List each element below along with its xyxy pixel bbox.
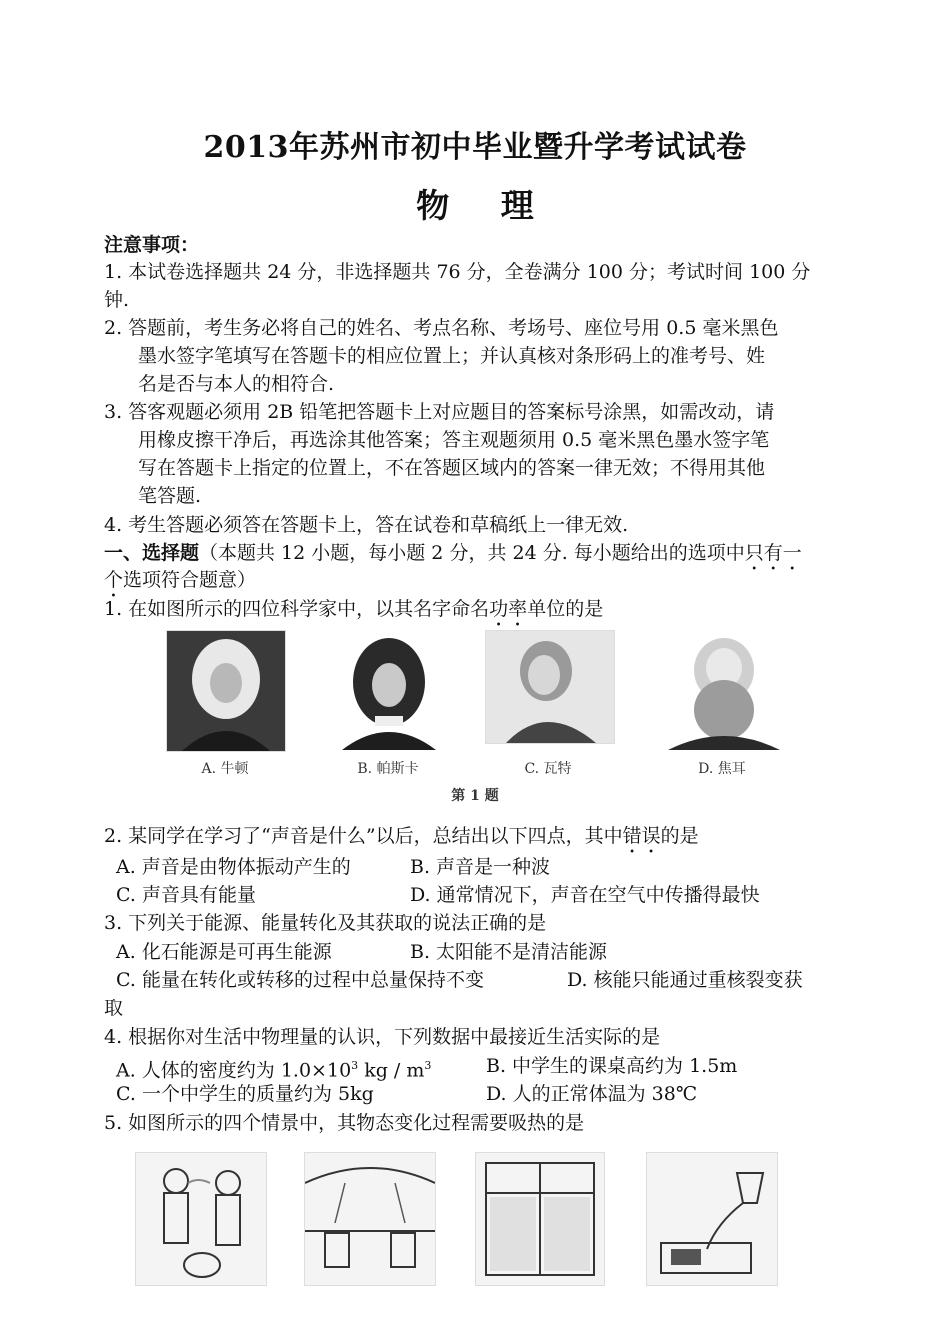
notice-item-3-cont3: 笔答题. (138, 485, 202, 507)
q4-option-c: C. 一个中学生的质量约为 5kg (116, 1083, 374, 1105)
q1-stem-b: 单位的是 (527, 598, 604, 620)
q4-option-b: B. 中学生的课桌高约为 1.5m (486, 1055, 738, 1077)
exam-title: 2013年苏州市初中毕业暨升学考试试卷 (203, 130, 747, 165)
q4-option-a (116, 1053, 431, 1083)
caption-c: C. 瓦特 (524, 761, 572, 777)
notice-item-3-cont2: 写在答题卡上指定的位置上，不在答题区域内的答案一律无效；不得用其他 (138, 457, 766, 479)
section-1-desc-emph: 只有一 (744, 542, 802, 564)
q2-stem-a: 2. 某同学在学习了“声音是什么”以后，总结出以下四点，其中 (104, 825, 623, 847)
q3-stem: 3. 下列关于能源、能量转化及其获取的说法正确的是 (104, 912, 547, 934)
notice-item-4: 4. 考生答题必须答在答题卡上，答在试卷和草稿纸上一律无效. (104, 514, 629, 536)
q1-stem-a: 1. 在如图所示的四位科学家中，以其名字命名 (104, 598, 490, 620)
q2-option-d: D. 通常情况下，声音在空气中传播得最快 (410, 884, 760, 906)
q4-option-a-post: kg / m (358, 1059, 425, 1082)
scene-window-fog-image (475, 1152, 605, 1286)
q5-stem: 5. 如图所示的四个情景中，其物态变化过程需要吸热的是 (104, 1112, 585, 1134)
q4-option-a-sup2: 3 (424, 1059, 432, 1072)
notice-item-1: 1. 本试卷选择题共 24 分，非选择题共 76 分，全卷满分 100 分；考试时间 100 分 (104, 261, 811, 283)
notice-heading: 注意事项： (104, 234, 200, 256)
q2-option-c: C. 声音具有能量 (116, 884, 256, 906)
notice-item-1-cont: 钟. (104, 289, 130, 311)
notice-item-2: 2. 答题前，考生务必将自己的姓名、考点名称、考场号、座位号用 0.5 毫米黑色 (104, 317, 779, 339)
portrait-newton-image (166, 630, 286, 752)
q2-stem-b: 的是 (660, 825, 699, 847)
q3-option-a: A. 化石能源是可再生能源 (116, 941, 332, 963)
caption-d: D. 焦耳 (698, 761, 746, 777)
section-1-desc-2: 选项符合题意） (123, 569, 257, 591)
q2-option-a: A. 声音是由物体振动产生的 (116, 856, 351, 878)
q4-stem: 4. 根据你对生活中物理量的认识，下列数据中最接近生活实际的是 (104, 1026, 661, 1048)
notice-item-2-cont2: 名是否与本人的相符合. (138, 373, 335, 395)
portrait-joule-image (660, 630, 788, 750)
subject-title: 物 理 (416, 186, 534, 225)
q3-option-b: B. 太阳能不是清洁能源 (410, 941, 608, 963)
q4-option-a-sup: 3 (351, 1059, 359, 1072)
section-1-desc-emph-2: 个 (104, 569, 124, 591)
q1-stem (104, 596, 603, 631)
q3-option-d: D. 核能只能通过重核裂变获 (567, 969, 803, 991)
notice-item-2-cont: 墨水签字笔填写在答题卡的相应位置上；并认真核对条形码上的准考号、姓 (138, 345, 766, 367)
caption-b: B. 帕斯卡 (357, 761, 419, 777)
scene-melting-iron-image (646, 1152, 778, 1286)
scene-breath-image (135, 1152, 267, 1286)
portrait-pascal-image (330, 630, 448, 750)
q4-option-a-pre: A. 人体的密度约为 1.0×10 (116, 1059, 352, 1082)
q4-option-d: D. 人的正常体温为 38℃ (486, 1083, 698, 1105)
q2-option-b: B. 声音是一种波 (410, 856, 551, 878)
caption-a: A. 牛顿 (201, 761, 249, 777)
notice-item-3: 3. 答客观题必须用 2B 铅笔把答题卡上对应题目的答案标号涂黑，如需改动，请 (104, 401, 775, 423)
figure-1-label: 第 1 题 (451, 788, 499, 804)
q2-stem (104, 823, 699, 858)
notice-item-3-cont: 用橡皮擦干净后，再选涂其他答案；答主观题须用 0.5 毫米黑色墨水签字笔 (138, 429, 770, 451)
scene-frost-image (304, 1152, 436, 1286)
q3-option-d-cont: 取 (104, 997, 124, 1019)
section-1-heading: 一、选择题 (104, 542, 200, 564)
q1-stem-emph: 功率 (489, 598, 528, 620)
q2-stem-emph: 错误 (622, 825, 661, 847)
q3-option-c: C. 能量在转化或转移的过程中总量保持不变 (116, 969, 484, 991)
portrait-watt-image (485, 630, 615, 744)
section-1-desc: （本题共 12 小题，每小题 2 分，共 24 分. 每小题给出的选项中 (199, 542, 745, 564)
